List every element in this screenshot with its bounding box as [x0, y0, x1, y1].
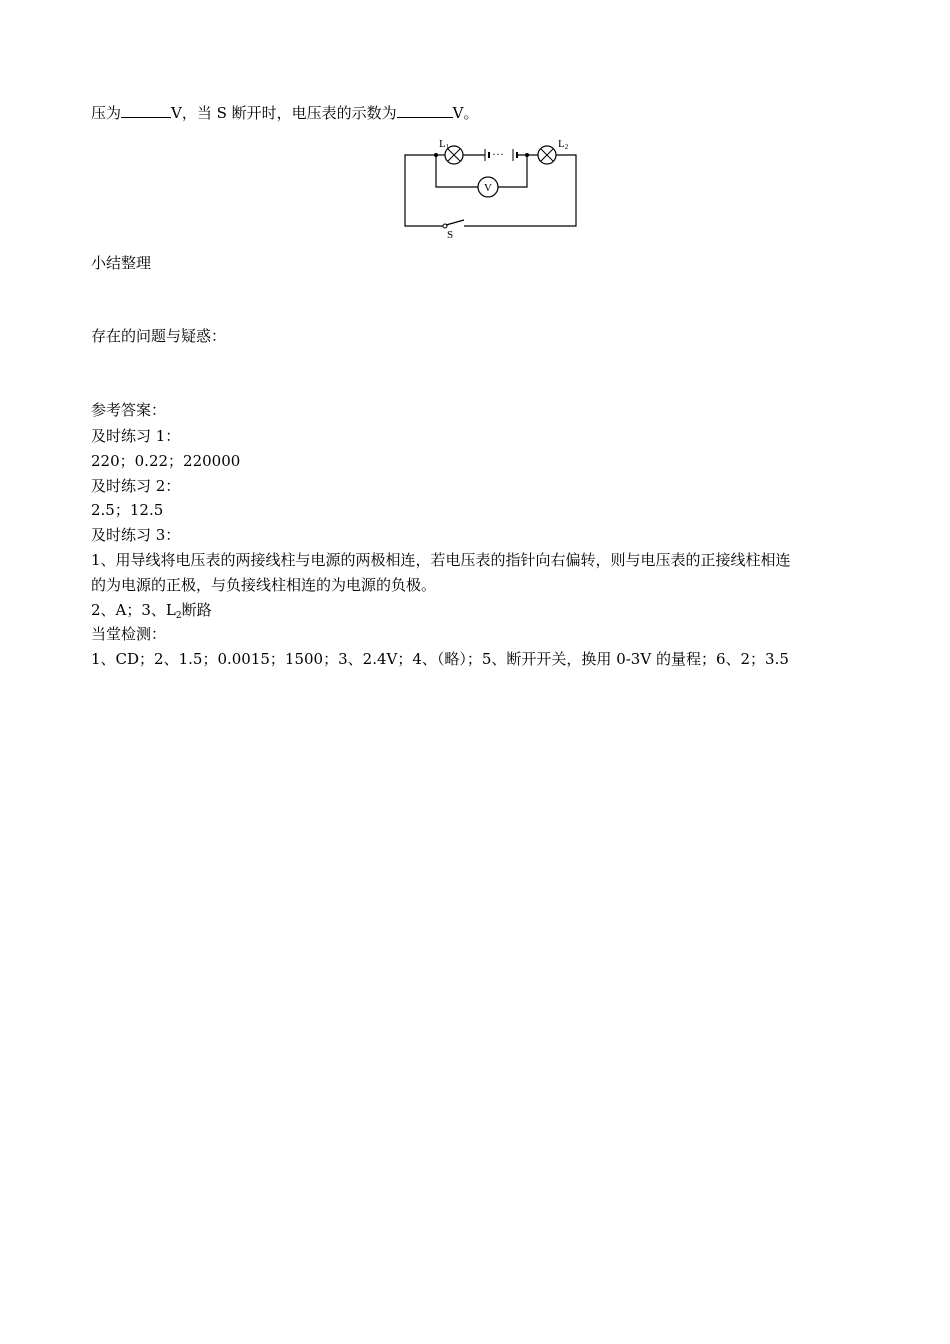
junction-dot — [525, 153, 529, 157]
lamp-l2-icon — [538, 146, 556, 164]
practice3-line3-a: 2、A；3、L — [91, 601, 176, 619]
battery-dots: ··· — [492, 147, 504, 161]
practice3-title: 及时练习 3： — [91, 526, 181, 544]
practice3-line3-sub: 2 — [175, 611, 182, 621]
switch-icon — [443, 220, 466, 228]
answer-blank-2 — [397, 100, 453, 118]
voltmeter-label: V — [484, 182, 492, 194]
check-answer: 1、CD；2、1.5；0.0015；1500；3、2.4V；4、（略）；5、断开开关，换用 0-3V 的量程；6、2；3.5 — [91, 650, 789, 668]
practice3-line3-b: 断路 — [181, 601, 212, 619]
circuit-diagram — [398, 136, 583, 241]
practice1-title: 及时练习 1： — [91, 427, 181, 445]
question-seg1: 压为 — [91, 104, 122, 122]
switch-label: S — [447, 229, 454, 241]
lamp-l1-label: L1 — [439, 138, 450, 151]
answers-heading: 参考答案： — [91, 401, 167, 419]
question-seg2: V，当 S 断开时，电压表的示数为 — [171, 104, 397, 122]
junction-dot — [434, 153, 438, 157]
summary-heading: 小结整理 — [91, 254, 152, 272]
check-title: 当堂检测： — [91, 625, 167, 643]
practice2-answer: 2.5；12.5 — [91, 501, 164, 519]
practice2-title: 及时练习 2： — [91, 477, 181, 495]
practice3-line1: 1、用导线将电压表的两接线柱与电源的两极相连，若电压表的指针向右偏转，则与电压表的正接线柱相连 — [91, 551, 791, 569]
lamp-l2-label: L2 — [558, 138, 569, 151]
left-wire — [405, 155, 443, 226]
answer-blank-1 — [121, 100, 171, 118]
practice1-answer: 220；0.22；220000 — [91, 452, 241, 470]
practice3-line2: 的为电源的正极，与负接线柱相连的为电源的负极。 — [91, 576, 437, 594]
question-line — [91, 100, 479, 125]
question-seg3: V。 — [452, 104, 479, 122]
questions-heading: 存在的问题与疑惑： — [91, 327, 227, 345]
